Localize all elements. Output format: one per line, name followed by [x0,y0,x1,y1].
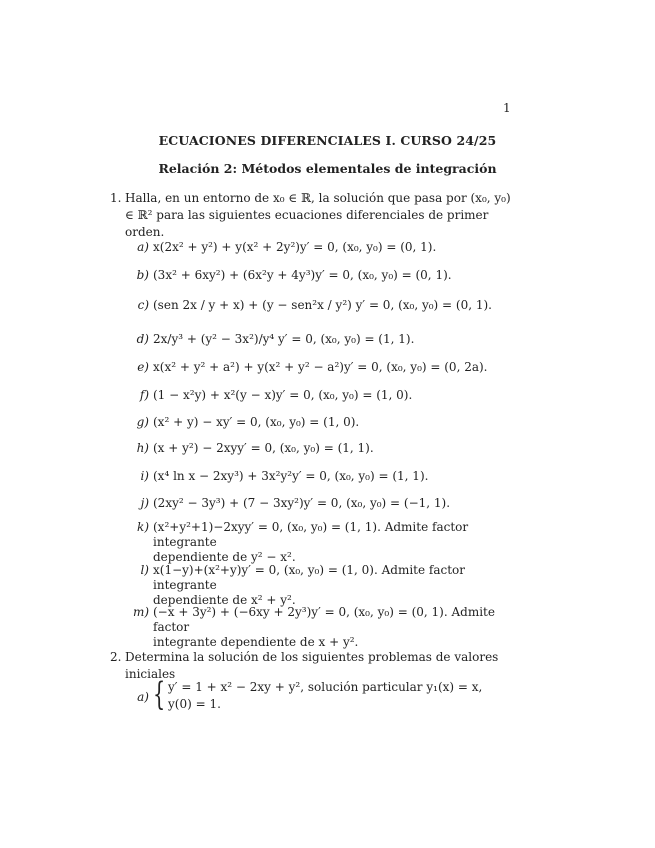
item-equation [153,441,515,456]
left-brace-icon: { [153,675,166,713]
exercise-2 [110,649,520,683]
item-equation [153,520,515,565]
item-equation [153,388,515,403]
item-label: c) [137,298,149,312]
item-equation [153,298,515,313]
page-number: 1 [503,101,511,115]
item-label: g) [136,415,149,429]
item-label: d) [136,332,149,346]
document-title: ECUACIONES DIFERENCIALES I. CURSO 24/25 [158,133,497,148]
item-equation [153,469,515,484]
item-equation [153,496,515,511]
item-label: f) [139,388,149,402]
equation-line-1: x(x² + y² + a²) + y(x² + y² − a²)y′ = 0, (x₀, y₀) = (0, 2a). [153,360,488,374]
item-equation [153,268,515,283]
item-label: b) [136,268,149,282]
equation-line-1: (1 − x²y) + x²(y − x)y′ = 0, (x₀, y₀) = (1, 0). [153,388,413,402]
item-label: e) [137,360,149,374]
item-label: k) [137,520,149,534]
item-label: i) [140,469,149,483]
item-equation [153,563,515,608]
item-equation [153,360,515,375]
equation-line-1: x(1−y)+(x²+y)y′ = 0, (x₀, y₀) = (1, 0). Admite factor integrante [153,563,466,592]
equation-line-1: x(2x² + y²) + y(x² + 2y²)y′ = 0, (x₀, y₀) = (0, 1). [153,240,437,254]
item-equation [153,415,515,430]
system-a-label: a) [137,690,149,704]
equation-line-2: integrante dependiente de x + y². [153,635,359,649]
item-equation [153,332,515,347]
equation-line-1: (x² + y) − xy′ = 0, (x₀, y₀) = (1, 0). [153,415,360,429]
item-label: l) [140,563,149,577]
equation-line-1: 2x/y³ + (y² − 3x²)/y⁴ y′ = 0, (x₀, y₀) = (1, 1). [153,332,415,346]
document-subtitle: Relación 2: Métodos elementales de integración [158,161,497,176]
equation-line-1: (3x² + 6xy²) + (6x²y + 4y³)y′ = 0, (x₀, y₀) = (0, 1). [153,268,452,282]
system-a-line-2: y(0) = 1. [168,697,221,711]
exercise-2-number: 2. [110,650,122,664]
equation-line-1: (x²+y²+1)−2xyy′ = 0, (x₀, y₀) = (1, 1). Admite factor integrante [153,520,469,549]
system-a-line-1: y′ = 1 + x² − 2xy + y², solución particular y₁(x) = x, [168,680,483,694]
item-label: m) [132,605,149,619]
equation-line-1: (x + y²) − 2xyy′ = 0, (x₀, y₀) = (1, 1). [153,441,374,455]
equation-line-2: dependiente de x² + y². [153,593,296,607]
exercise-1-text: Halla, en un entorno de x₀ ∈ ℝ, la solución que pasa por (x₀, y₀) ∈ ℝ² para las siguientes ecuaciones diferenciales de primer orden. [125,191,511,239]
item-equation [153,240,515,255]
equation-line-1: (−x + 3y²) + (−6xy + 2y³)y′ = 0, (x₀, y₀) = (0, 1). Admite factor [153,605,495,634]
item-label: j) [140,496,149,510]
item-label: h) [136,441,149,455]
equation-line-1: (x⁴ ln x − 2xy³) + 3x²y²y′ = 0, (x₀, y₀) = (1, 1). [153,469,429,483]
equation-line-2: dependiente de y² − x². [153,550,296,564]
exercise-1-number: 1. [110,191,122,205]
exercise-2-text: Determina la solución de los siguientes problemas de valores iniciales [125,650,499,681]
item-equation [153,605,515,650]
exercise-1 [110,190,515,241]
equation-line-1: (2xy² − 3y³) + (7 − 3xy²)y′ = 0, (x₀, y₀) = (−1, 1). [153,496,451,510]
item-label: a) [137,240,149,254]
equation-line-1: (sen 2x / y + x) + (y − sen²x / y²) y′ = 0, (x₀, y₀) = (0, 1). [153,298,492,312]
